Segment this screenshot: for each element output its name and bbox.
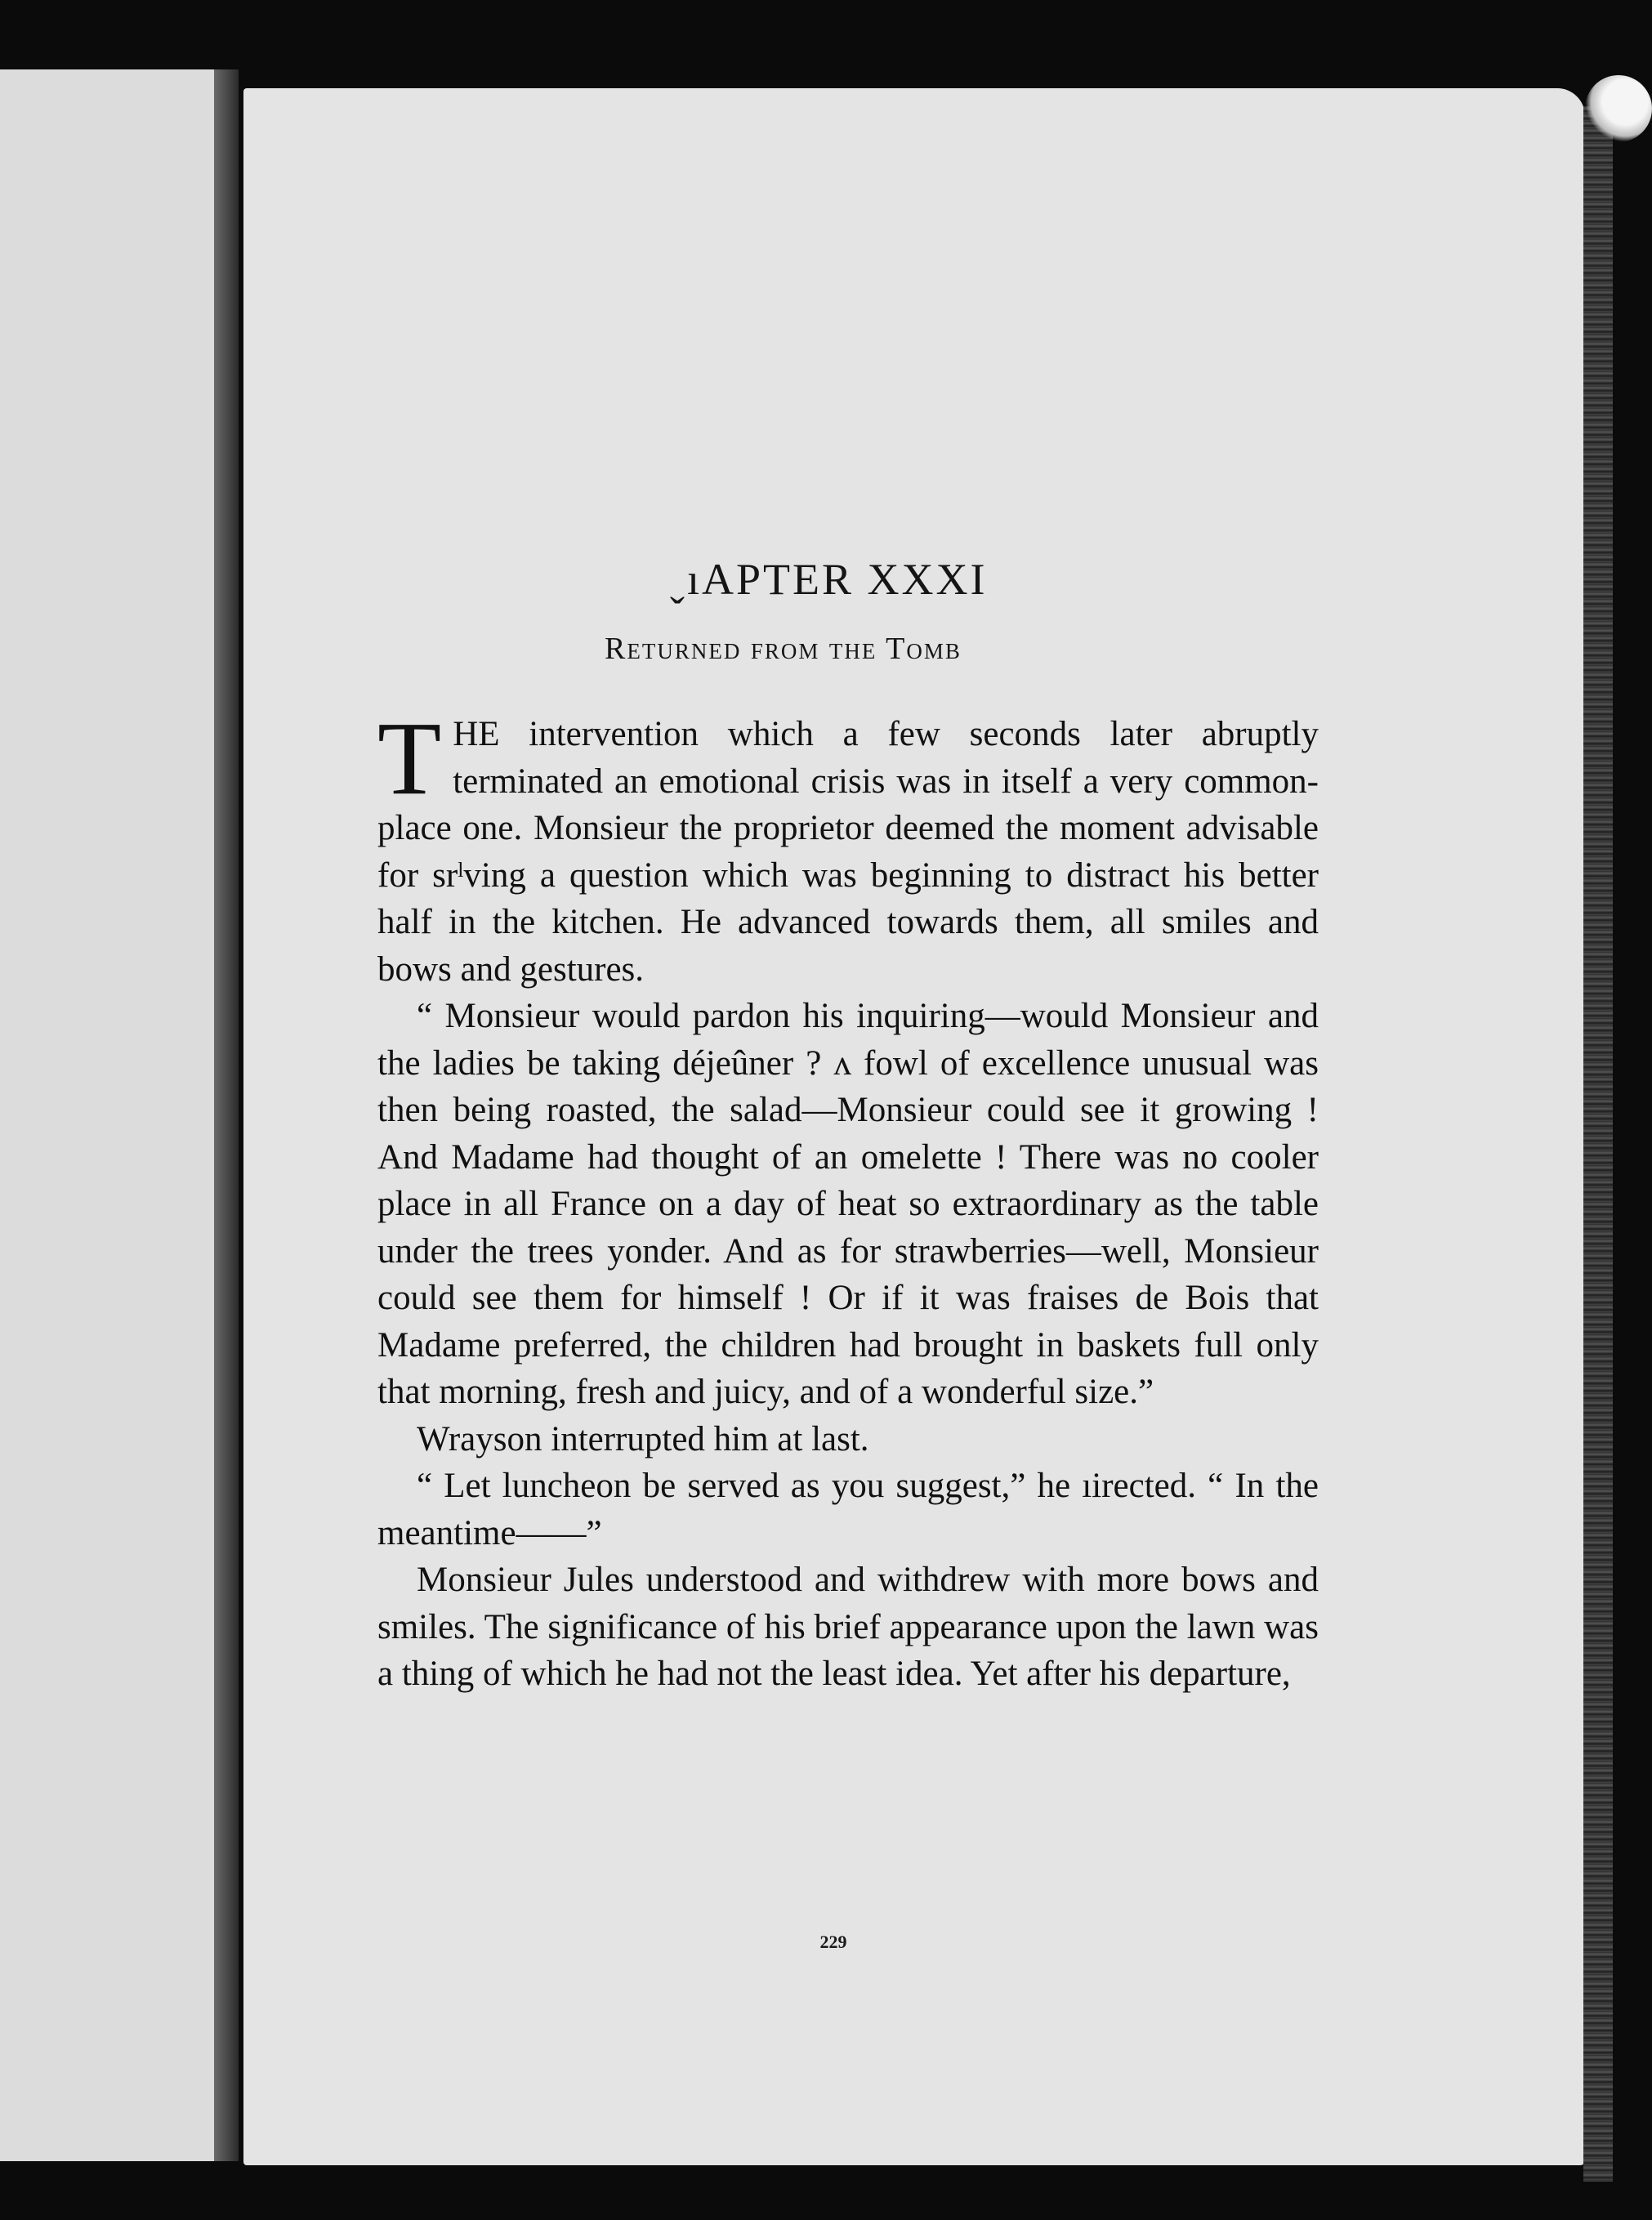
chapter-subtitle: Returned from the Tomb — [605, 632, 962, 666]
page-number: 229 — [819, 1932, 847, 1952]
body-text — [377, 700, 1319, 1698]
page-edges — [1583, 106, 1613, 2182]
paragraph: THE intervention which a few seconds later abruptly terminated an emotional crisis was in itself a very common-place one. Monsieur the proprietor deemed the moment advisable for srˡving a question which was beginning to distract his better half in the kitchen. He advanced towards them, all smiles and bows and gestures. — [377, 700, 1319, 989]
paragraph: “ Let luncheon be served as you suggest,” he ıirected. “ In the meantime——” — [377, 1467, 1319, 1552]
book-gutter — [214, 69, 239, 2161]
facing-page — [0, 69, 229, 2161]
drop-cap: T — [377, 700, 442, 816]
paragraph: Monsieur Jules understood and withdrew with more bows and smiles. The significance of his brief appearance upon the lawn was a thing of which he had not the least idea. Yet after his departure, — [377, 1561, 1319, 1693]
paragraph: Wrayson interrupted him at last. — [417, 1419, 869, 1458]
corner-stamp — [1585, 75, 1652, 142]
chapter-title: ˬıAPTER XXXI — [670, 555, 988, 604]
paragraph: “ Monsieur would pardon his inquiring—would Monsieur and the ladies be taking déjeûner ? ʌ fowl of excellence unusual was then being roasted, the salad—Monsieur could see it growing ! And Madame had thought of an omelette ! There was no cooler place in all France on a day of heat so extraordinary as the table under the trees yonder. And as for strawberries—well, Monsieur could see them for himself ! Or if it was fraises de Bois that Madame preferred, the children had brought in baskets full only that morning, fresh and juicy, and of a wonderful size.” — [377, 997, 1319, 1411]
